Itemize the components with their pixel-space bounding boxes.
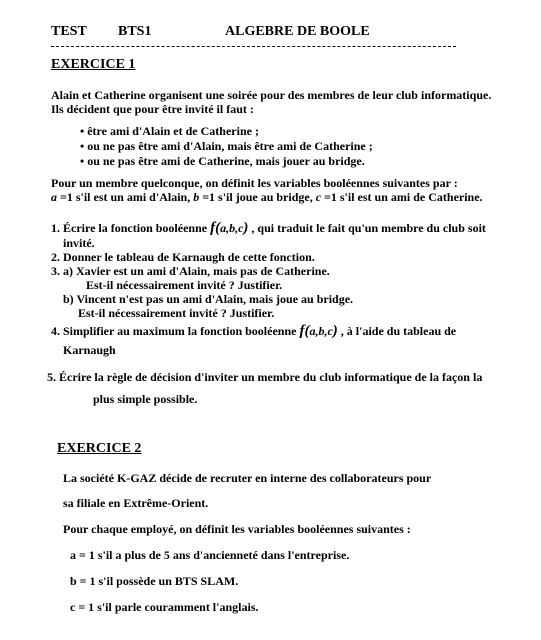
ex1-intro-line2: Ils décident que pour être invité il faut : bbox=[51, 102, 254, 116]
exercise-1-title: EXERCICE 1 bbox=[51, 57, 136, 72]
question-4-text: 4. Simplifier au maximum la fonction booléenne bbox=[51, 324, 300, 338]
var-a-def: =1 s'il est un ami d'Alain, bbox=[57, 190, 194, 204]
bullet-text: ou ne pas être ami de Catherine, mais jouer au bridge. bbox=[87, 154, 365, 168]
function-notation: f(a,b,c) bbox=[210, 220, 249, 236]
header-class: BTS1 bbox=[118, 24, 152, 39]
question-2: 2. Donner le tableau de Karnaugh de cette fonction. bbox=[51, 250, 315, 264]
var-b-def: =1 s'il joue au bridge, bbox=[199, 190, 316, 204]
question-3b: b) Vincent n'est pas un ami d'Alain, mais joue au bridge. bbox=[63, 292, 354, 306]
question-1-text-end: , qui traduit le fait qu'un membre du club soit bbox=[248, 221, 486, 235]
exercise-2-title: EXERCICE 2 bbox=[57, 441, 142, 456]
ex1-bullet bbox=[80, 139, 373, 154]
question-1 bbox=[51, 220, 486, 237]
function-notation: f(a,b,c) bbox=[299, 323, 338, 339]
ex2-var-c: c = 1 s'il parle couramment l'anglais. bbox=[70, 600, 259, 614]
header-divider bbox=[51, 46, 456, 47]
question-4-line2: Karnaugh bbox=[63, 343, 116, 357]
header-test: TEST bbox=[51, 24, 87, 39]
question-5: 5. Écrire la règle de décision d'inviter un membre du club informatique de la façon la bbox=[47, 370, 483, 384]
document-title: ALGEBRE DE BOOLE bbox=[225, 24, 370, 39]
ex1-vars-line2 bbox=[51, 190, 483, 205]
question-4 bbox=[51, 323, 456, 340]
ex1-bullet bbox=[80, 154, 365, 169]
bullet-dot: • bbox=[80, 124, 85, 138]
var-c-def: =1 s'il est un ami de Catherine. bbox=[321, 190, 483, 204]
question-3a-line2: Est-il nécessairement invité ? Justifier. bbox=[86, 278, 283, 292]
question-4-text-end: , à l'aide du tableau de bbox=[337, 324, 457, 338]
var-a: a bbox=[51, 190, 57, 204]
var-b: b bbox=[193, 190, 200, 204]
bullet-dot: • bbox=[80, 154, 85, 168]
ex1-vars-line1: Pour un membre quelconque, on définit les variables booléennes suivantes par : bbox=[51, 176, 458, 190]
ex2-line1: La société K-GAZ décide de recruter en interne des collaborateurs pour bbox=[63, 471, 432, 485]
question-5-line2: plus simple possible. bbox=[93, 392, 198, 406]
ex1-intro-line1: Alain et Catherine organisent une soirée pour des membres de leur club informatique. bbox=[51, 88, 492, 102]
question-3a: 3. a) Xavier est un ami d'Alain, mais pas de Catherine. bbox=[51, 264, 330, 278]
var-c: c bbox=[315, 190, 322, 204]
ex2-var-b: b = 1 s'il possède un BTS SLAM. bbox=[70, 574, 239, 588]
bullet-text: ou ne pas être ami d'Alain, mais être ami de Catherine ; bbox=[87, 139, 373, 153]
bullet-text: être ami d'Alain et de Catherine ; bbox=[87, 124, 259, 138]
question-1-line2: invité. bbox=[63, 236, 95, 250]
ex2-var-a: a = 1 s'il a plus de 5 ans d'ancienneté dans l'entreprise. bbox=[70, 548, 350, 562]
ex1-bullet bbox=[80, 124, 259, 139]
ex2-line2: sa filiale en Extrême-Orient. bbox=[63, 496, 209, 510]
question-3b-line2: Est-il nécessairement invité ? Justifier. bbox=[78, 306, 275, 320]
question-1-text: 1. Écrire la fonction booléenne bbox=[51, 221, 211, 235]
bullet-dot: • bbox=[80, 139, 85, 153]
ex2-line3: Pour chaque employé, on définit les variables booléennes suivantes : bbox=[63, 522, 411, 536]
